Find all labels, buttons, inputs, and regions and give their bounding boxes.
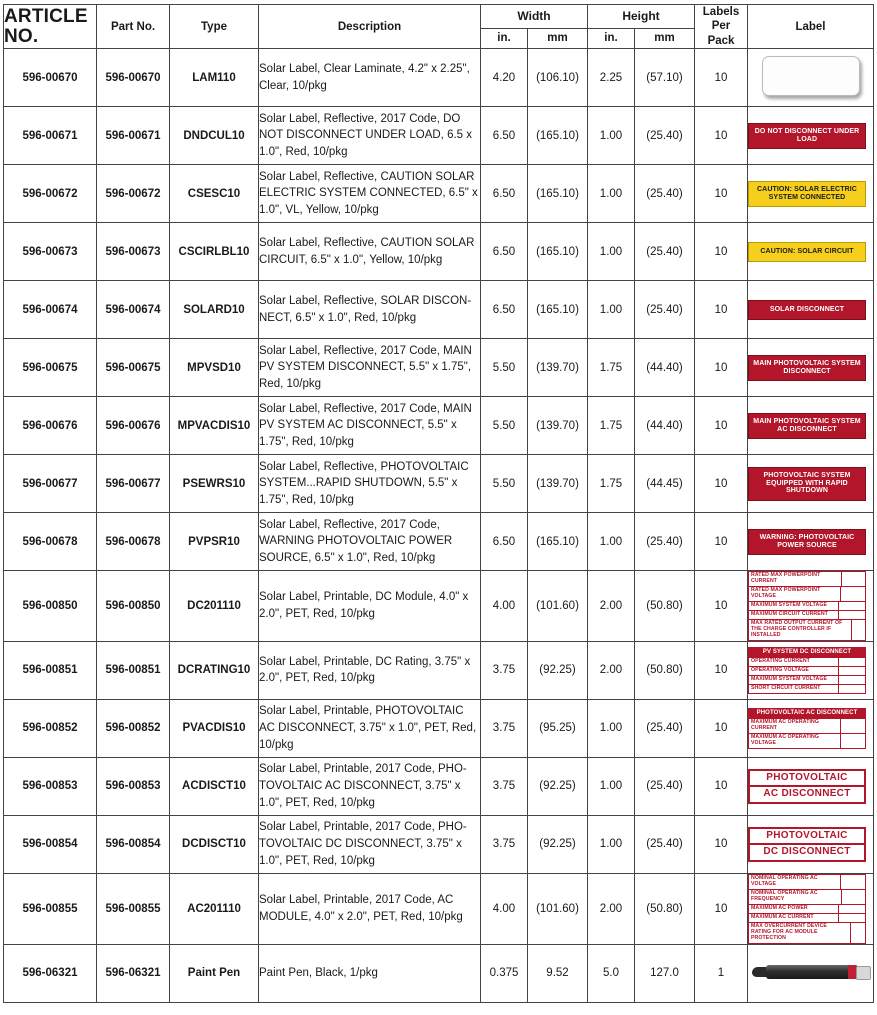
cell-description: Solar Label, Reflective, SOLAR DISCON-NECT, 6.5" x 1.0", Red, 10/pkg [259,281,481,339]
cell-width-mm: (165.10) [528,165,588,223]
cell-type: MPVACDIS10 [170,397,259,455]
cell-labels-per-pack: 10 [695,107,748,165]
label-art-form-row [749,619,865,640]
cell-label-artwork [748,513,874,571]
cell-height-mm: (25.40) [635,165,695,223]
label-art-form-blank [840,875,865,889]
column-header-width-group: Width [481,5,588,29]
cell-article-no: 596-00672 [4,165,97,223]
cell-labels-per-pack: 10 [695,513,748,571]
labels-per-pack-line1: Labels [702,6,740,18]
cell-width-in: 4.20 [481,49,528,107]
label-art-form-label: MAX RATED OUTPUT CURRENT OF THE CHARGE CONTROLLER IF INSTALLED [751,619,843,638]
cell-height-mm: (25.40) [635,107,695,165]
label-art-red-banner [748,413,866,439]
cell-height-mm: (25.40) [635,699,695,757]
label-art-form-label: NOMINAL OPERATING AC FREQUENCY [751,889,818,902]
cell-width-mm: (139.70) [528,397,588,455]
cell-part-no: 596-00670 [97,49,170,107]
cell-label-artwork [748,455,874,513]
label-art-form-row [749,657,865,666]
label-art-form-label: OPERATING VOLTAGE [751,666,809,673]
label-art-form-blank [840,587,865,601]
cell-width-mm: (95.25) [528,699,588,757]
cell-description: Solar Label, Printable, DC Module, 4.0" x 2.0", PET, Red, 10/pkg [259,571,481,642]
cell-height-mm: 127.0 [635,944,695,1002]
cell-height-mm: (50.80) [635,641,695,699]
label-art-form-label: MAXIMUM AC CURRENT [751,913,814,920]
cell-type: AC201110 [170,873,259,944]
label-art-form-row [749,733,865,748]
cell-article-no: 596-00854 [4,815,97,873]
label-art-form-label: MAXIMUM SYSTEM VOLTAGE [751,602,828,608]
cell-width-mm: (101.60) [528,873,588,944]
cell-height-mm: (25.40) [635,815,695,873]
label-art-form-blank [838,611,865,619]
cell-width-mm: (165.10) [528,223,588,281]
cell-labels-per-pack: 10 [695,815,748,873]
pen-cap [856,966,871,980]
column-header-part-no: Part No. [97,5,170,49]
cell-description: Solar Label, Reflective, CAUTION SOLAR CIRCUIT, 6.5" x 1.0", Yellow, 10/pkg [259,223,481,281]
cell-type: CSCIRLBL10 [170,223,259,281]
label-art-title: PV SYSTEM DC DISCONNECT [749,648,865,656]
table-body [4,49,874,1002]
cell-part-no: 596-00672 [97,165,170,223]
cell-part-no: 596-00677 [97,455,170,513]
cell-height-mm: (57.10) [635,49,695,107]
label-art-text: WARNING: PHOTOVOLTAIC POWER SOURCE [759,534,855,549]
label-art-line1: PHOTOVOLTAIC [766,771,848,783]
cell-height-in: 1.00 [588,699,635,757]
cell-type: DCRATING10 [170,641,259,699]
cell-width-in: 6.50 [481,281,528,339]
cell-article-no: 596-00675 [4,339,97,397]
cell-description: Solar Label, Reflective, 2017 Code, WARNING PHOTOVOLTAIC POWER SOURCE, 6.5" x 1.0", Red, 10/pkg [259,513,481,571]
table-row [4,455,874,513]
cell-label-artwork [748,944,874,1002]
cell-label-artwork [748,339,874,397]
label-art-title: PHOTOVOLTAIC AC DISCONNECT [749,709,865,717]
label-art-line1: PHOTOVOLTAIC [766,829,848,841]
cell-width-mm: (165.10) [528,513,588,571]
label-art-form-row [749,601,865,610]
cell-height-in: 1.00 [588,165,635,223]
table-row [4,339,874,397]
cell-description: Paint Pen, Black, 1/pkg [259,944,481,1002]
table-row [4,49,874,107]
label-art-form-row [749,922,865,943]
label-art-form-blank [838,658,865,666]
label-art-text: DO NOT DISCONNECT UNDER LOAD [754,128,860,143]
label-art-red-banner [748,467,866,501]
label-art-line2: AC DISCONNECT [750,785,864,802]
cell-width-in: 6.50 [481,223,528,281]
cell-label-artwork [748,699,874,757]
cell-height-in: 1.00 [588,281,635,339]
cell-article-no: 596-00670 [4,49,97,107]
cell-labels-per-pack: 10 [695,281,748,339]
cell-width-in: 6.50 [481,513,528,571]
cell-description: Solar Label, Printable, PHOTOVOLTAIC AC DISCONNECT, 3.75" x 1.0", PET, Red, 10/pkg [259,699,481,757]
cell-height-in: 1.00 [588,757,635,815]
label-art-form-row [749,904,865,913]
cell-width-mm: (101.60) [528,571,588,642]
label-art-yellow-banner [748,181,866,207]
label-art-form-label: SHORT CIRCUIT CURRENT [751,684,821,691]
cell-description: Solar Label, Printable, 2017 Code, PHO-TOVOLTAIC AC DISCONNECT, 3.75" x 1.0", PET, Red, 10/pkg [259,757,481,815]
label-art-form-label: MAXIMUM AC POWER [751,904,808,911]
cell-article-no: 596-00673 [4,223,97,281]
cell-width-in: 0.375 [481,944,528,1002]
cell-label-artwork [748,107,874,165]
cell-label-artwork [748,571,874,642]
label-art-form-blank [850,923,865,943]
cell-width-in: 5.50 [481,339,528,397]
cell-width-in: 5.50 [481,455,528,513]
cell-article-no: 596-00678 [4,513,97,571]
cell-width-in: 4.00 [481,873,528,944]
labels-per-pack-line3: Pack [707,34,735,47]
cell-type: MPVSD10 [170,339,259,397]
column-header-height-mm: mm [635,28,695,49]
cell-width-in: 4.00 [481,571,528,642]
cell-labels-per-pack: 10 [695,397,748,455]
cell-article-no: 596-00677 [4,455,97,513]
label-art-form-row [749,610,865,619]
label-art-text: MAIN PHOTOVOLTAIC SYSTEM AC DISCONNECT [753,418,861,433]
cell-part-no: 596-00851 [97,641,170,699]
cell-type: DNDCUL10 [170,107,259,165]
label-art-form-blank [838,602,865,610]
cell-height-in: 2.25 [588,49,635,107]
label-art-line2: DC DISCONNECT [750,843,864,860]
label-art-red-banner [748,123,866,149]
cell-labels-per-pack: 10 [695,571,748,642]
label-art-form-blank [838,905,865,913]
cell-label-artwork [748,757,874,815]
cell-type: SOLARD10 [170,281,259,339]
cell-height-mm: (25.40) [635,223,695,281]
cell-description: Solar Label, Printable, 2017 Code, PHO-TOVOLTAIC DC DISCONNECT, 3.75" x 1.0", PET, Red, 10/pkg [259,815,481,873]
cell-labels-per-pack: 10 [695,49,748,107]
label-art-form-blank [840,719,865,733]
label-art-text: SOLAR DISCONNECT [769,305,845,313]
label-art-form-label: MAXIMUM CIRCUIT CURRENT [751,610,828,617]
cell-width-in: 3.75 [481,699,528,757]
cell-width-mm: 9.52 [528,944,588,1002]
cell-type: PSEWRS10 [170,455,259,513]
table-row [4,641,874,699]
cell-labels-per-pack: 10 [695,641,748,699]
cell-labels-per-pack: 1 [695,944,748,1002]
cell-width-mm: (139.70) [528,339,588,397]
cell-article-no: 596-00855 [4,873,97,944]
cell-width-in: 3.75 [481,757,528,815]
table-row [4,107,874,165]
cell-height-mm: (50.80) [635,571,695,642]
cell-description: Solar Label, Reflective, PHOTOVOLTAIC SYSTEM...RAPID SHUTDOWN, 5.5" x 1.75", Red, 10/pkg [259,455,481,513]
cell-type: PVACDIS10 [170,699,259,757]
label-art-printable-form [748,874,866,944]
cell-part-no: 596-00671 [97,107,170,165]
cell-part-no: 596-00855 [97,873,170,944]
label-art-form-blank [838,676,865,684]
cell-width-mm: (165.10) [528,281,588,339]
table-row [4,699,874,757]
label-art-form-blank [840,734,865,748]
cell-labels-per-pack: 10 [695,757,748,815]
cell-labels-per-pack: 10 [695,699,748,757]
label-art-yellow-banner [748,242,866,262]
cell-label-artwork [748,49,874,107]
cell-part-no: 596-00850 [97,571,170,642]
labels-per-pack-line2: Per [711,20,731,33]
cell-article-no: 596-00853 [4,757,97,815]
label-art-form-label: RATED MAX POWERPOINT CURRENT [751,572,821,585]
cell-labels-per-pack: 10 [695,223,748,281]
table-row [4,873,874,944]
label-art-form-row [749,889,865,904]
table-row [4,815,874,873]
cell-height-mm: (25.40) [635,281,695,339]
cell-type: PVPSR10 [170,513,259,571]
label-art-text: PHOTOVOLTAIC SYSTEM EQUIPPED WITH RAPID SHUTDOWN [763,472,851,495]
cell-labels-per-pack: 10 [695,339,748,397]
cell-type: LAM110 [170,49,259,107]
cell-type: CSESC10 [170,165,259,223]
cell-type: ACDISCT10 [170,757,259,815]
label-art-form-blank [838,667,865,675]
cell-part-no: 596-00853 [97,757,170,815]
label-art-form-label: MAXIMUM SYSTEM VOLTAGE [751,675,828,682]
column-header-description: Description [259,5,481,49]
label-art-text: CAUTION: SOLAR CIRCUIT [760,247,854,255]
cell-height-in: 1.75 [588,455,635,513]
column-header-article-no: ARTICLE NO. [4,5,97,49]
column-header-label: Label [748,5,874,49]
label-art-form-blank [838,685,865,693]
cell-label-artwork [748,165,874,223]
column-header-type: Type [170,5,259,49]
cell-width-mm: (92.25) [528,641,588,699]
cell-article-no: 596-00850 [4,571,97,642]
cell-height-in: 1.00 [588,513,635,571]
label-art-form-row [749,572,865,586]
cell-article-no: 596-06321 [4,944,97,1002]
cell-height-in: 1.75 [588,397,635,455]
label-art-form-blank [841,572,865,586]
column-header-width-in: in. [481,28,528,49]
label-art-form-row [749,586,865,601]
label-art-red-banner [748,300,866,320]
cell-article-no: 596-00674 [4,281,97,339]
table-header [4,5,874,49]
cell-article-no: 596-00851 [4,641,97,699]
column-header-height-in: in. [588,28,635,49]
label-art-form-label: NOMINAL OPERATING AC VOLTAGE [751,874,818,887]
label-art-red-banner [748,529,866,555]
label-art-form-row [749,684,865,693]
products-table [3,4,874,1003]
label-art-form-row [749,875,865,889]
label-art-form-label: MAXIMUM AC OPERATING VOLTAGE [751,733,819,746]
label-art-printable-form [748,708,866,748]
table-row [4,513,874,571]
cell-width-mm: (92.25) [528,815,588,873]
label-art-paint-pen [752,962,870,982]
label-art-form-label: MAX OVERCURRENT DEVICE RATING FOR AC MODULE PROTECTION [751,922,827,941]
cell-description: Solar Label, Reflective, 2017 Code, DO NOT DISCONNECT UNDER LOAD, 6.5 x 1.0", Red, 10/pkg [259,107,481,165]
cell-part-no: 596-06321 [97,944,170,1002]
cell-type: DCDISCT10 [170,815,259,873]
label-art-form-row [749,718,865,733]
label-art-text: CAUTION: SOLAR ELECTRIC SYSTEM CONNECTED [757,186,857,201]
table-row [4,165,874,223]
column-header-labels-per-pack [695,5,748,49]
table-row [4,223,874,281]
label-art-red-banner [748,355,866,381]
label-art-text: MAIN PHOTOVOLTAIC SYSTEM DISCONNECT [753,360,861,375]
label-art-clear-laminate [762,56,860,96]
cell-width-mm: (106.10) [528,49,588,107]
cell-description: Solar Label, Reflective, 2017 Code, MAIN PV SYSTEM DISCONNECT, 5.5" x 1.75", Red, 10/pkg [259,339,481,397]
cell-height-in: 2.00 [588,641,635,699]
label-art-form-row [749,675,865,684]
cell-height-in: 2.00 [588,873,635,944]
label-art-form-blank [838,914,865,922]
cell-height-mm: (44.40) [635,397,695,455]
cell-part-no: 596-00852 [97,699,170,757]
cell-width-in: 3.75 [481,815,528,873]
label-art-two-line [748,769,866,805]
label-art-form-label: RATED MAX POWERPOINT VOLTAGE [751,587,821,600]
cell-part-no: 596-00673 [97,223,170,281]
label-art-printable-form [748,571,866,641]
cell-height-in: 1.75 [588,339,635,397]
cell-height-mm: (44.40) [635,339,695,397]
cell-label-artwork [748,641,874,699]
cell-article-no: 596-00676 [4,397,97,455]
table-row [4,281,874,339]
column-header-width-mm: mm [528,28,588,49]
label-art-form-row [749,666,865,675]
label-art-printable-form [748,647,866,693]
cell-label-artwork [748,223,874,281]
cell-type: Paint Pen [170,944,259,1002]
cell-part-no: 596-00854 [97,815,170,873]
cell-width-mm: (139.70) [528,455,588,513]
cell-article-no: 596-00852 [4,699,97,757]
pen-barrel [766,965,852,979]
cell-height-in: 5.0 [588,944,635,1002]
cell-article-no: 596-00671 [4,107,97,165]
cell-description: Solar Label, Clear Laminate, 4.2" x 2.25", Clear, 10/pkg [259,49,481,107]
label-art-form-blank [841,890,865,904]
cell-label-artwork [748,873,874,944]
cell-type: DC201110 [170,571,259,642]
cell-width-mm: (92.25) [528,757,588,815]
cell-width-in: 6.50 [481,165,528,223]
cell-part-no: 596-00675 [97,339,170,397]
cell-description: Solar Label, Printable, 2017 Code, AC MODULE, 4.0" x 2.0", PET, Red, 10/pkg [259,873,481,944]
cell-label-artwork [748,281,874,339]
label-art-form-blank [851,620,865,640]
label-art-form-label: MAXIMUM AC OPERATING CURRENT [751,718,819,731]
cell-width-mm: (165.10) [528,107,588,165]
cell-labels-per-pack: 10 [695,873,748,944]
label-art-two-line [748,827,866,863]
cell-description: Solar Label, Printable, DC Rating, 3.75" x 2.0", PET, Red, 10/pkg [259,641,481,699]
cell-description: Solar Label, Reflective, CAUTION SOLAR ELECTRIC SYSTEM CONNECTED, 6.5" x 1.0", VL, Yellow, 10/pkg [259,165,481,223]
cell-part-no: 596-00676 [97,397,170,455]
cell-width-in: 5.50 [481,397,528,455]
label-art-form-row [749,913,865,922]
cell-label-artwork [748,397,874,455]
cell-width-in: 6.50 [481,107,528,165]
column-header-height-group: Height [588,5,695,29]
table-row [4,944,874,1002]
cell-labels-per-pack: 10 [695,455,748,513]
cell-part-no: 596-00678 [97,513,170,571]
cell-description: Solar Label, Reflective, 2017 Code, MAIN PV SYSTEM AC DISCONNECT, 5.5" x 1.75", Red, 10/pkg [259,397,481,455]
cell-height-mm: (44.45) [635,455,695,513]
table-row [4,757,874,815]
cell-height-in: 2.00 [588,571,635,642]
cell-part-no: 596-00674 [97,281,170,339]
cell-height-mm: (25.40) [635,757,695,815]
cell-height-mm: (50.80) [635,873,695,944]
cell-height-mm: (25.40) [635,513,695,571]
table-row [4,571,874,642]
cell-height-in: 1.00 [588,223,635,281]
cell-labels-per-pack: 10 [695,165,748,223]
cell-label-artwork [748,815,874,873]
cell-height-in: 1.00 [588,107,635,165]
cell-width-in: 3.75 [481,641,528,699]
table-row [4,397,874,455]
cell-height-in: 1.00 [588,815,635,873]
label-art-form-label: OPERATING CURRENT [751,657,810,664]
